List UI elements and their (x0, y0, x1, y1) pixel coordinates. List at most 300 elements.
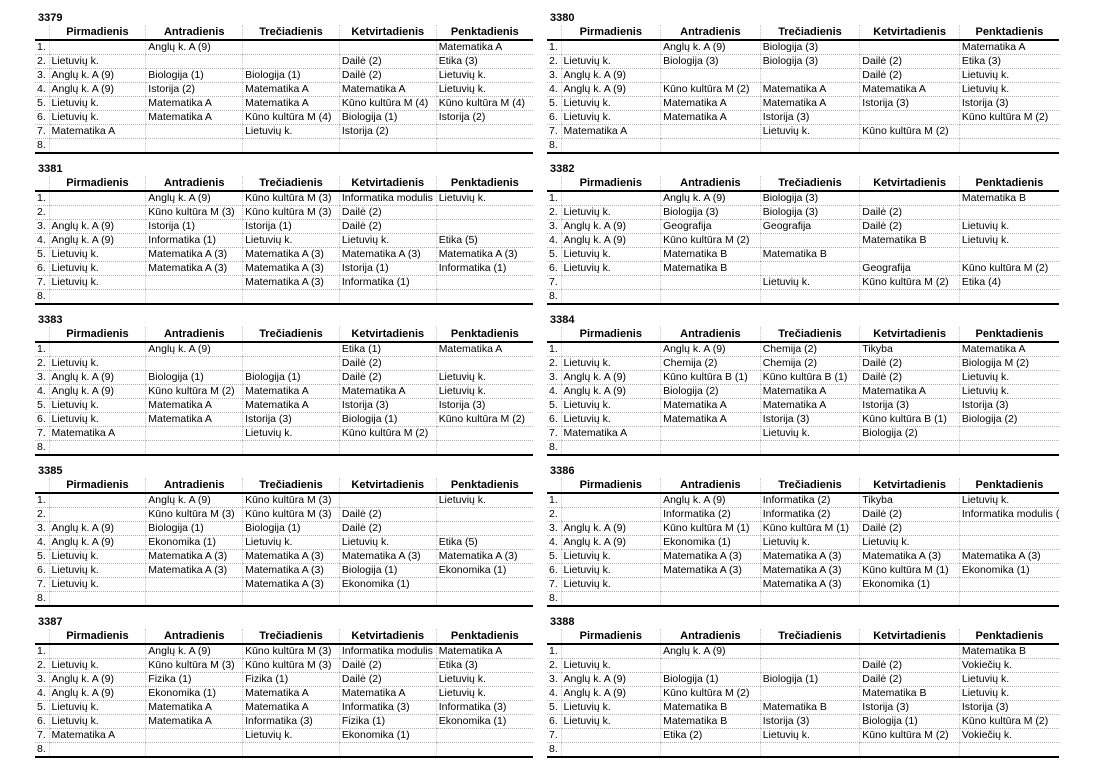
lesson-cell: Dailė (2) (339, 371, 436, 385)
lesson-cell: Kūno kultūra B (1) (860, 413, 960, 427)
row-number: 7. (547, 729, 561, 743)
lesson-cell (760, 743, 860, 758)
lesson-row (35, 220, 533, 234)
lesson-cell: Etika (3) (436, 659, 533, 673)
lesson-cell: Matematika A (146, 715, 243, 729)
lesson-cell (860, 248, 960, 262)
day-header: Antradienis (146, 478, 243, 493)
lesson-row (547, 578, 1059, 592)
lesson-cell: Matematika A (760, 83, 860, 97)
lesson-cell (436, 522, 533, 536)
lesson-cell (243, 743, 340, 758)
lesson-row (35, 592, 533, 607)
lesson-row (35, 659, 533, 673)
lesson-cell: Matematika A (3) (760, 550, 860, 564)
lesson-cell: Anglų k. A (9) (49, 673, 146, 687)
lesson-row (547, 342, 1059, 357)
row-number: 6. (35, 413, 49, 427)
row-number: 7. (35, 427, 49, 441)
lesson-cell (760, 234, 860, 248)
lesson-cell: Lietuvių k. (49, 715, 146, 729)
lesson-cell: Matematika A (3) (339, 248, 436, 262)
lesson-cell: Anglų k. A (9) (49, 522, 146, 536)
lesson-cell: Anglų k. A (9) (49, 69, 146, 83)
day-header: Trečiadienis (760, 327, 860, 342)
lesson-cell (146, 592, 243, 607)
lesson-cell: Matematika A (49, 427, 146, 441)
row-number: 7. (35, 276, 49, 290)
lesson-row (35, 743, 533, 758)
table-number: 3383 (38, 314, 63, 326)
lesson-row (35, 385, 533, 399)
lesson-cell: Lietuvių k. (760, 125, 860, 139)
lesson-row (35, 536, 533, 550)
lesson-cell: Biologija (1) (339, 111, 436, 125)
lesson-row (547, 715, 1059, 729)
lesson-row (35, 248, 533, 262)
row-number: 7. (547, 578, 561, 592)
lesson-cell (959, 522, 1059, 536)
timetable-block-3386 (547, 465, 1059, 607)
lesson-cell (561, 342, 661, 357)
lesson-cell (661, 427, 761, 441)
lesson-cell (661, 743, 761, 758)
lesson-cell: Lietuvių k. (49, 659, 146, 673)
lesson-cell (561, 441, 661, 456)
lesson-cell: Istorija (2) (146, 83, 243, 97)
row-number: 5. (547, 701, 561, 715)
lesson-row (35, 290, 533, 305)
lesson-cell: Informatika modulis (339, 191, 436, 206)
lesson-row (35, 493, 533, 508)
lesson-cell: Lietuvių k. (49, 564, 146, 578)
lesson-cell: Biologija (1) (146, 371, 243, 385)
lesson-cell: Matematika A (3) (243, 564, 340, 578)
day-header: Antradienis (661, 25, 761, 40)
lesson-cell: Lietuvių k. (49, 701, 146, 715)
lesson-cell: Informatika (3) (436, 701, 533, 715)
lesson-cell (49, 493, 146, 508)
lesson-cell (959, 592, 1059, 607)
lesson-cell: Kūno kultūra M (2) (339, 427, 436, 441)
row-number: 5. (35, 399, 49, 413)
row-number: 8. (35, 290, 49, 305)
lesson-cell: Biologija (1) (146, 69, 243, 83)
day-header: Penktadienis (959, 629, 1059, 644)
lesson-cell: Kūno kultūra M (3) (243, 508, 340, 522)
lesson-cell: Biologija (3) (661, 206, 761, 220)
lesson-cell: Istorija (3) (760, 111, 860, 125)
lesson-cell (339, 592, 436, 607)
lesson-cell (436, 357, 533, 371)
lesson-cell (760, 139, 860, 154)
lesson-cell: Matematika A (146, 111, 243, 125)
lesson-row (35, 413, 533, 427)
row-number: 5. (35, 550, 49, 564)
row-number: 1. (35, 493, 49, 508)
lesson-row (547, 111, 1059, 125)
day-header: Trečiadienis (760, 629, 860, 644)
timetable-block-3379 (35, 12, 533, 154)
lesson-cell (959, 206, 1059, 220)
lesson-row (547, 125, 1059, 139)
timetable (547, 327, 1059, 456)
row-number: 4. (35, 385, 49, 399)
lesson-cell (49, 743, 146, 758)
lesson-cell: Kūno kultūra M (2) (146, 385, 243, 399)
row-number: 6. (547, 715, 561, 729)
lesson-cell: Lietuvių k. (436, 385, 533, 399)
row-number: 6. (547, 262, 561, 276)
lesson-cell: Istorija (1) (243, 220, 340, 234)
lesson-cell: Biologija (1) (860, 715, 960, 729)
lesson-cell: Kūno kultūra M (2) (860, 276, 960, 290)
lesson-cell: Matematika A (243, 385, 340, 399)
lesson-row (547, 743, 1059, 758)
lesson-cell (49, 592, 146, 607)
lesson-cell: Lietuvių k. (959, 220, 1059, 234)
table-number: 3385 (38, 465, 63, 477)
lesson-cell: Lietuvių k. (436, 83, 533, 97)
day-header: Trečiadienis (243, 629, 340, 644)
lesson-cell: Lietuvių k. (561, 111, 661, 125)
day-header: Antradienis (661, 327, 761, 342)
lesson-cell (146, 427, 243, 441)
row-number: 7. (547, 125, 561, 139)
day-header: Penktadienis (959, 176, 1059, 191)
row-number: 6. (35, 262, 49, 276)
lesson-cell: Anglų k. A (9) (146, 493, 243, 508)
row-number: 6. (547, 413, 561, 427)
day-header: Ketvirtadienis (860, 478, 960, 493)
lesson-cell: Lietuvių k. (561, 564, 661, 578)
lesson-cell (49, 40, 146, 55)
lesson-row (547, 550, 1059, 564)
lesson-row (547, 413, 1059, 427)
timetable (35, 176, 533, 305)
lesson-cell (49, 441, 146, 456)
row-number: 5. (547, 248, 561, 262)
lesson-cell: Kūno kultūra M (2) (860, 125, 960, 139)
lesson-row (35, 191, 533, 206)
row-number: 2. (547, 357, 561, 371)
lesson-cell (760, 262, 860, 276)
row-number: 1. (547, 40, 561, 55)
lesson-cell: Matematika A (661, 111, 761, 125)
lesson-cell: Biologija (3) (760, 55, 860, 69)
lesson-cell: Lietuvių k. (243, 234, 340, 248)
lesson-cell (760, 441, 860, 456)
lesson-cell: Matematika B (860, 687, 960, 701)
lesson-cell: Anglų k. A (9) (146, 191, 243, 206)
lesson-cell (243, 55, 340, 69)
lesson-row (547, 191, 1059, 206)
row-number: 2. (547, 659, 561, 673)
day-header: Penktadienis (959, 25, 1059, 40)
lesson-cell (959, 139, 1059, 154)
timetable-block-3382 (547, 163, 1059, 305)
lesson-cell (561, 743, 661, 758)
lesson-cell: Lietuvių k. (561, 413, 661, 427)
day-header: Ketvirtadienis (339, 478, 436, 493)
lesson-cell: Biologija (1) (243, 371, 340, 385)
row-number: 1. (35, 40, 49, 55)
row-number: 4. (35, 536, 49, 550)
lesson-row (35, 342, 533, 357)
lesson-row (35, 234, 533, 248)
corner-cell (35, 25, 49, 40)
lesson-cell: Ekonomika (1) (339, 729, 436, 743)
lesson-cell: Lietuvių k. (49, 550, 146, 564)
lesson-cell (146, 441, 243, 456)
lesson-cell: Lietuvių k. (436, 673, 533, 687)
lesson-cell (339, 743, 436, 758)
lesson-cell: Lietuvių k. (760, 427, 860, 441)
lesson-cell: Matematika A (3) (959, 550, 1059, 564)
lesson-row (547, 522, 1059, 536)
row-number: 1. (547, 191, 561, 206)
lesson-cell: Lietuvių k. (561, 248, 661, 262)
timetable-block-3384 (547, 314, 1059, 456)
lesson-cell: Matematika B (959, 644, 1059, 659)
lesson-cell: Lietuvių k. (959, 385, 1059, 399)
lesson-cell: Anglų k. A (9) (49, 687, 146, 701)
lesson-cell (860, 290, 960, 305)
lesson-row (547, 592, 1059, 607)
lesson-cell: Anglų k. A (9) (49, 234, 146, 248)
row-number: 3. (35, 673, 49, 687)
header-row (35, 478, 533, 493)
lesson-cell: Lietuvių k. (561, 578, 661, 592)
lesson-cell: Matematika A (760, 399, 860, 413)
lesson-row (35, 276, 533, 290)
lesson-cell: Matematika A (3) (243, 248, 340, 262)
lesson-cell: Anglų k. A (9) (561, 385, 661, 399)
lesson-cell (959, 290, 1059, 305)
lesson-cell: Matematika A (661, 413, 761, 427)
lesson-cell: Lietuvių k. (561, 97, 661, 111)
lesson-cell: Kūno kultūra M (2) (959, 715, 1059, 729)
lesson-row (35, 687, 533, 701)
lesson-cell (661, 441, 761, 456)
row-number: 3. (547, 371, 561, 385)
day-header: Trečiadienis (243, 176, 340, 191)
row-number: 2. (547, 206, 561, 220)
lesson-cell: Lietuvių k. (49, 248, 146, 262)
lesson-row (547, 234, 1059, 248)
row-number: 3. (35, 522, 49, 536)
header-row (547, 478, 1059, 493)
lesson-cell (146, 578, 243, 592)
lesson-cell: Matematika A (561, 427, 661, 441)
lesson-row (547, 357, 1059, 371)
day-header: Pirmadienis (49, 478, 146, 493)
day-header: Penktadienis (436, 629, 533, 644)
timetable (35, 478, 533, 607)
row-number: 4. (547, 385, 561, 399)
lesson-row (547, 69, 1059, 83)
lesson-cell (561, 191, 661, 206)
lesson-cell: Kūno kultūra M (1) (860, 564, 960, 578)
lesson-cell: Dailė (2) (860, 673, 960, 687)
lesson-cell (436, 729, 533, 743)
day-header: Antradienis (146, 176, 243, 191)
lesson-cell: Matematika A (339, 687, 436, 701)
lesson-row (547, 385, 1059, 399)
day-header: Ketvirtadienis (860, 327, 960, 342)
lesson-cell: Matematika A (3) (146, 248, 243, 262)
row-number: 3. (35, 371, 49, 385)
lesson-row (547, 659, 1059, 673)
lesson-cell: Matematika A (49, 729, 146, 743)
lesson-cell: Etika (5) (436, 234, 533, 248)
lesson-cell: Dailė (2) (860, 220, 960, 234)
lesson-cell: Biologija (1) (760, 673, 860, 687)
lesson-cell: Kūno kultūra M (3) (243, 191, 340, 206)
lesson-cell: Matematika A (49, 125, 146, 139)
lesson-cell (561, 290, 661, 305)
lesson-cell: Lietuvių k. (561, 206, 661, 220)
lesson-cell (860, 111, 960, 125)
lesson-cell: Matematika A (436, 342, 533, 357)
lesson-row (547, 427, 1059, 441)
lesson-cell: Matematika A (3) (436, 550, 533, 564)
row-number: 7. (547, 276, 561, 290)
lesson-cell: Lietuvių k. (243, 427, 340, 441)
lesson-row (547, 371, 1059, 385)
lesson-cell: Lietuvių k. (49, 413, 146, 427)
timetable-block-3387 (35, 616, 533, 758)
row-number: 2. (35, 508, 49, 522)
timetable (35, 327, 533, 456)
lesson-cell: Informatika (3) (339, 701, 436, 715)
lesson-cell: Biologija (2) (661, 385, 761, 399)
lesson-row (35, 371, 533, 385)
row-number: 8. (35, 743, 49, 758)
lesson-cell: Istorija (3) (760, 715, 860, 729)
lesson-cell: Istorija (3) (243, 413, 340, 427)
lesson-cell: Istorija (2) (436, 111, 533, 125)
lesson-cell (760, 644, 860, 659)
lesson-cell: Istorija (3) (436, 399, 533, 413)
lesson-cell (860, 441, 960, 456)
row-number: 8. (547, 139, 561, 154)
row-number: 8. (547, 592, 561, 607)
lesson-cell: Lietuvių k. (959, 493, 1059, 508)
lesson-cell: Istorija (3) (339, 399, 436, 413)
day-header: Pirmadienis (561, 327, 661, 342)
row-number: 4. (547, 234, 561, 248)
lesson-row (547, 97, 1059, 111)
lesson-cell: Matematika B (959, 191, 1059, 206)
lesson-row (35, 522, 533, 536)
lesson-cell (661, 659, 761, 673)
day-header: Trečiadienis (243, 25, 340, 40)
corner-cell (547, 327, 561, 342)
lesson-cell: Matematika A (860, 385, 960, 399)
lesson-row (35, 206, 533, 220)
lesson-row (547, 262, 1059, 276)
lesson-cell: Istorija (3) (959, 701, 1059, 715)
lesson-cell: Matematika A (243, 701, 340, 715)
lesson-cell: Kūno kultūra M (3) (243, 206, 340, 220)
lesson-cell: Lietuvių k. (49, 276, 146, 290)
row-number: 5. (547, 97, 561, 111)
lesson-cell (243, 290, 340, 305)
lesson-cell: Lietuvių k. (959, 83, 1059, 97)
lesson-cell: Kūno kultūra M (2) (661, 234, 761, 248)
lesson-cell: Dailė (2) (339, 69, 436, 83)
lesson-cell (561, 592, 661, 607)
lesson-cell: Lietuvių k. (436, 191, 533, 206)
lesson-cell: Istorija (3) (760, 413, 860, 427)
lesson-cell (760, 687, 860, 701)
lesson-cell: Etika (4) (959, 276, 1059, 290)
corner-cell (547, 25, 561, 40)
lesson-cell: Chemija (2) (661, 357, 761, 371)
lesson-cell: Informatika (2) (760, 508, 860, 522)
lesson-cell: Lietuvių k. (339, 234, 436, 248)
lesson-cell: Chemija (2) (760, 357, 860, 371)
lesson-cell: Biologija (3) (661, 55, 761, 69)
lesson-row (35, 55, 533, 69)
lesson-cell (436, 139, 533, 154)
lesson-cell (860, 644, 960, 659)
lesson-cell: Istorija (2) (339, 125, 436, 139)
lesson-cell: Anglų k. A (9) (49, 83, 146, 97)
lesson-cell: Istorija (3) (860, 399, 960, 413)
lesson-cell: Kūno kultūra M (3) (243, 644, 340, 659)
timetable-block-3380 (547, 12, 1059, 154)
lesson-cell: Anglų k. A (9) (146, 342, 243, 357)
timetable (547, 629, 1059, 758)
lesson-cell: Matematika B (760, 248, 860, 262)
row-number: 4. (547, 536, 561, 550)
lesson-cell: Matematika A (561, 125, 661, 139)
corner-cell (547, 478, 561, 493)
lesson-cell: Matematika A (3) (146, 550, 243, 564)
lesson-cell (661, 578, 761, 592)
lesson-cell: Anglų k. A (9) (49, 371, 146, 385)
lesson-cell: Kūno kultūra M (1) (661, 522, 761, 536)
table-number: 3380 (550, 12, 575, 24)
lesson-cell (436, 276, 533, 290)
lesson-cell: Istorija (1) (339, 262, 436, 276)
lesson-cell: Matematika A (760, 97, 860, 111)
lesson-cell: Etika (5) (436, 536, 533, 550)
day-header: Antradienis (661, 176, 761, 191)
lesson-cell: Chemija (2) (760, 342, 860, 357)
lesson-cell (243, 441, 340, 456)
lesson-cell: Lietuvių k. (561, 399, 661, 413)
lesson-cell: Tikyba (860, 342, 960, 357)
corner-cell (35, 176, 49, 191)
row-number: 6. (547, 564, 561, 578)
row-number: 8. (547, 743, 561, 758)
row-number: 1. (547, 493, 561, 508)
lesson-cell: Biologija (2) (959, 413, 1059, 427)
header-row (35, 176, 533, 191)
day-header: Penktadienis (436, 478, 533, 493)
lesson-cell: Informatika (1) (146, 234, 243, 248)
lesson-cell (959, 578, 1059, 592)
lesson-cell: Matematika A (243, 687, 340, 701)
lesson-cell (243, 139, 340, 154)
lesson-cell (760, 290, 860, 305)
day-header: Antradienis (146, 327, 243, 342)
lesson-cell: Matematika A (3) (243, 578, 340, 592)
row-number: 6. (35, 564, 49, 578)
